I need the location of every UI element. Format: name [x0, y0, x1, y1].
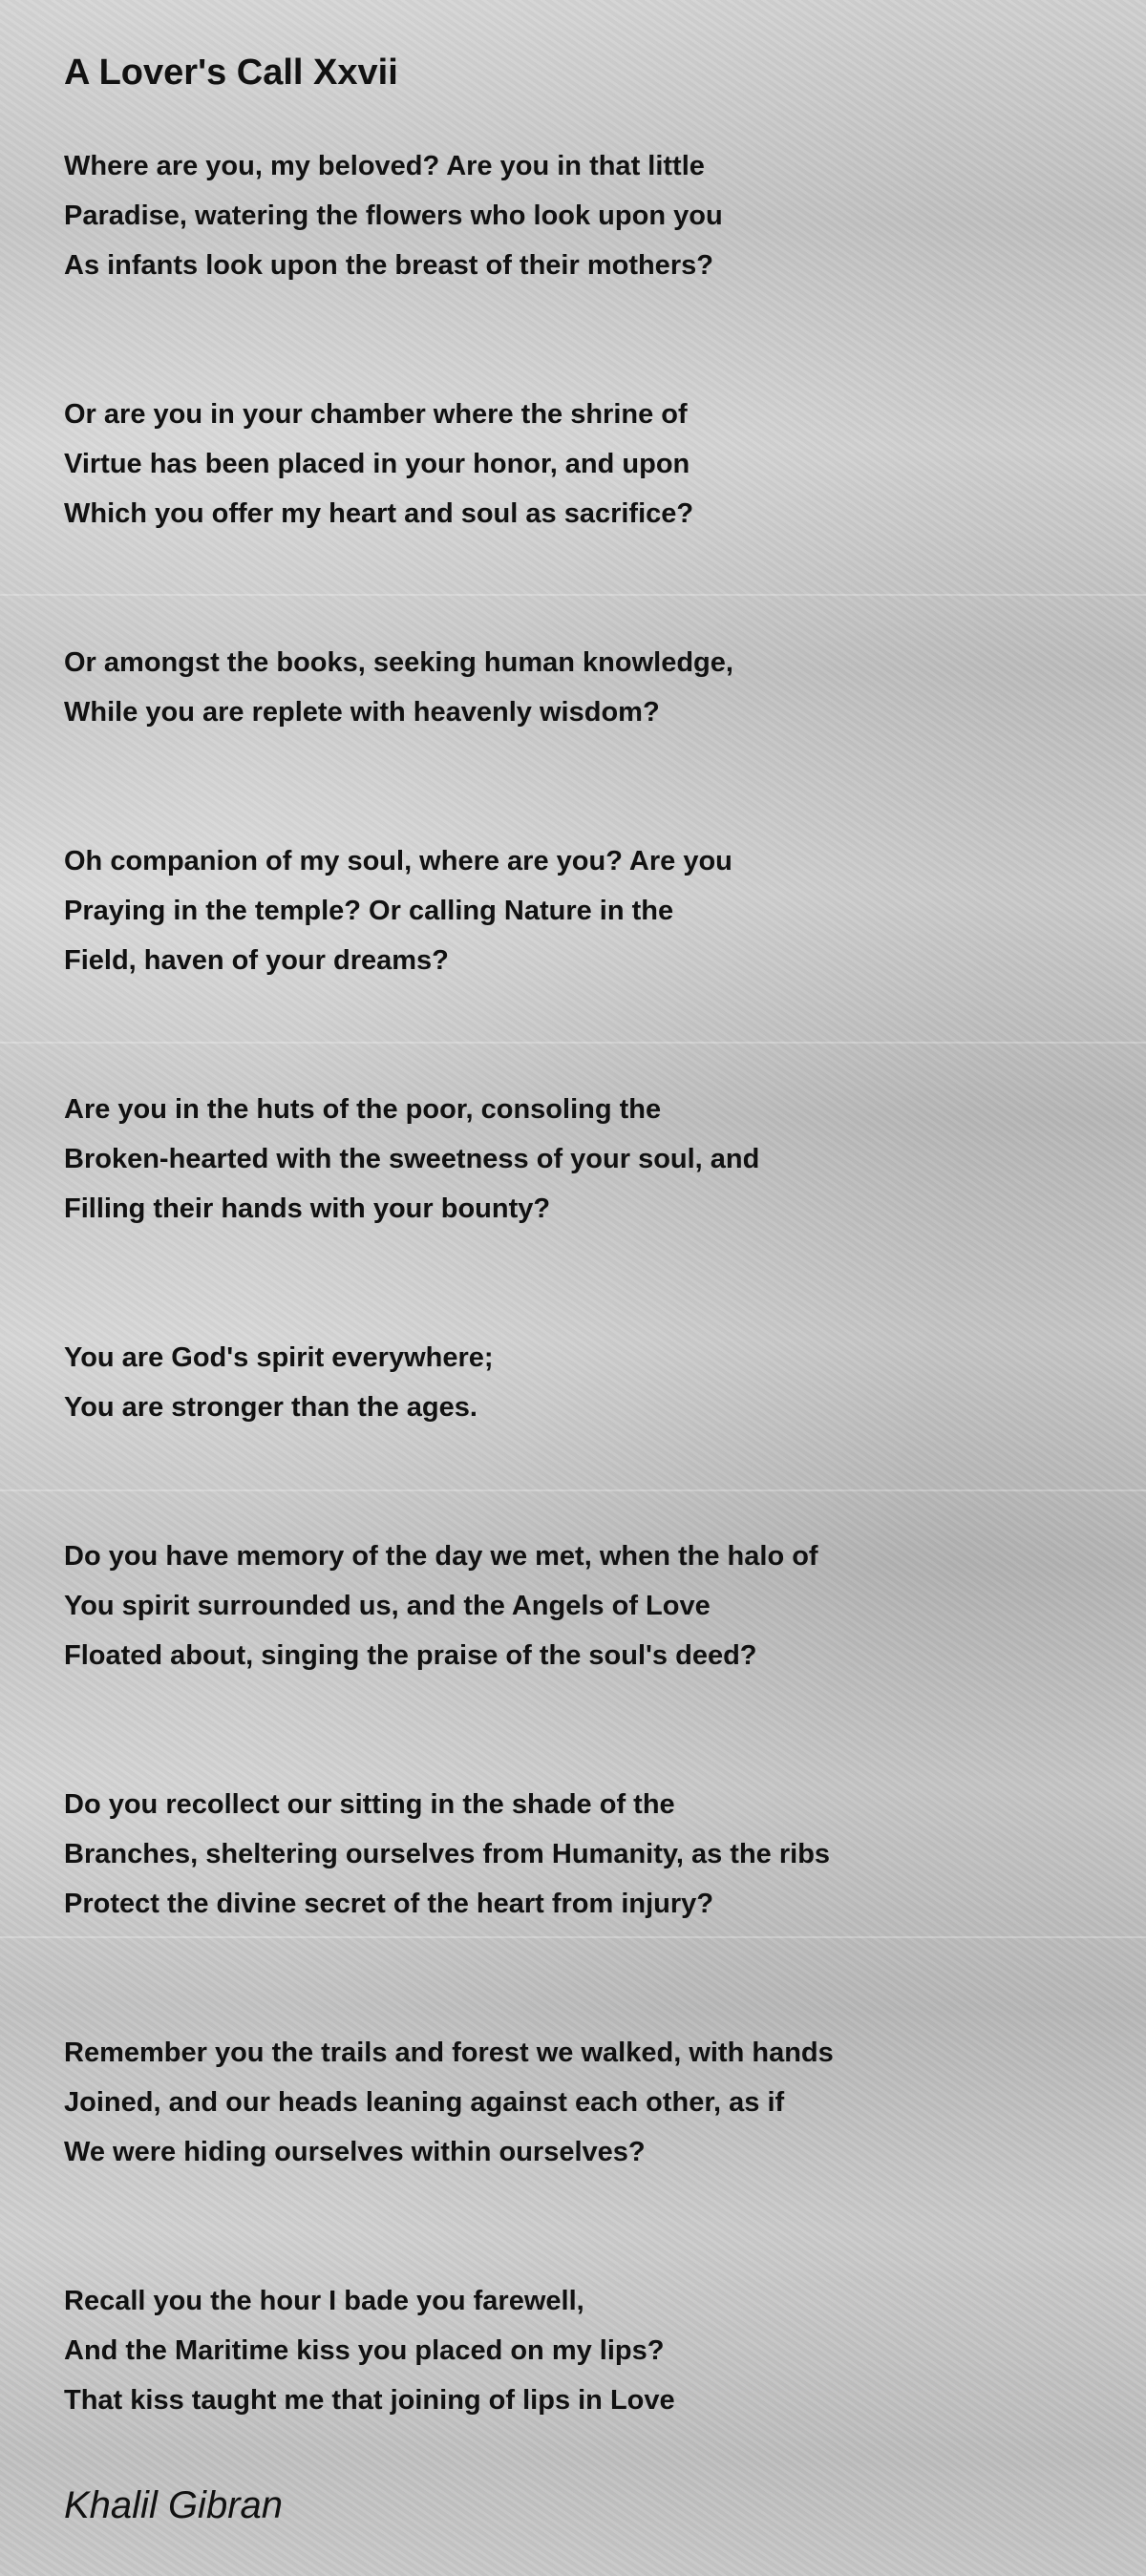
stanza: [64, 1333, 834, 1432]
poem-line: Protect the divine secret of the heart from injury?: [64, 1889, 714, 1919]
poem-line: Remember you the trails and forest we walked, with hands: [64, 2038, 834, 2068]
poem-body: [64, 141, 834, 2524]
poem-line: Paradise, watering the flowers who look upon you: [64, 201, 723, 231]
poem-line: Are you in the huts of the poor, consoling the: [64, 1094, 662, 1125]
poem-line: Recall you the hour I bade you farewell,: [64, 2286, 584, 2316]
poem-line: You are stronger than the ages.: [64, 1392, 478, 1423]
poem-line: Or are you in your chamber where the shrine of: [64, 399, 688, 430]
poem-line: Where are you, my beloved? Are you in that little: [64, 151, 705, 181]
poem-line: Branches, sheltering ourselves from Humanity, as the ribs: [64, 1839, 831, 1869]
poem-line: We were hiding ourselves within ourselves?: [64, 2137, 646, 2167]
poem-author: Khalil Gibran: [64, 2484, 284, 2526]
poem-line: Do you recollect our sitting in the shade of the: [64, 1789, 675, 1820]
poem-line: Joined, and our heads leaning against each other, as if: [64, 2087, 785, 2118]
stanza: [64, 390, 834, 538]
stanza: [64, 2276, 834, 2425]
stanza: [64, 141, 834, 290]
poem-line: Do you have memory of the day we met, when the halo of: [64, 1541, 818, 1572]
poem-line: That kiss taught me that joining of lips in Love: [64, 2385, 675, 2416]
stanza: [64, 2028, 834, 2177]
poem-line: Filling their hands with your bounty?: [64, 1193, 551, 1224]
stanza: [64, 638, 834, 737]
poem-line: You are God's spirit everywhere;: [64, 1342, 494, 1373]
poem-line: Floated about, singing the praise of the soul's deed?: [64, 1640, 757, 1671]
poem-line: Broken-hearted with the sweetness of your soul, and: [64, 1144, 760, 1174]
stanza: [64, 1085, 834, 1234]
poem-line: While you are replete with heavenly wisdom?: [64, 697, 660, 728]
poem-line: As infants look upon the breast of their mothers?: [64, 250, 713, 281]
poem-line: Field, haven of your dreams?: [64, 945, 449, 976]
poem-line: And the Maritime kiss you placed on my lips?: [64, 2335, 665, 2366]
stanza: [64, 836, 834, 985]
poem-title: A Lover's Call Xxvii: [64, 53, 398, 93]
poem-line: Which you offer my heart and soul as sacrifice?: [64, 498, 694, 529]
poem-line: You spirit surrounded us, and the Angels of Love: [64, 1591, 711, 1621]
poem-line: Praying in the temple? Or calling Nature in the: [64, 896, 674, 926]
poem-line: Oh companion of my soul, where are you? Are you: [64, 846, 732, 876]
poem-line: Or amongst the books, seeking human knowledge,: [64, 647, 733, 678]
stanza: [64, 1780, 834, 1929]
stanza: [64, 1531, 834, 1680]
poem-line: Virtue has been placed in your honor, and upon: [64, 449, 690, 479]
